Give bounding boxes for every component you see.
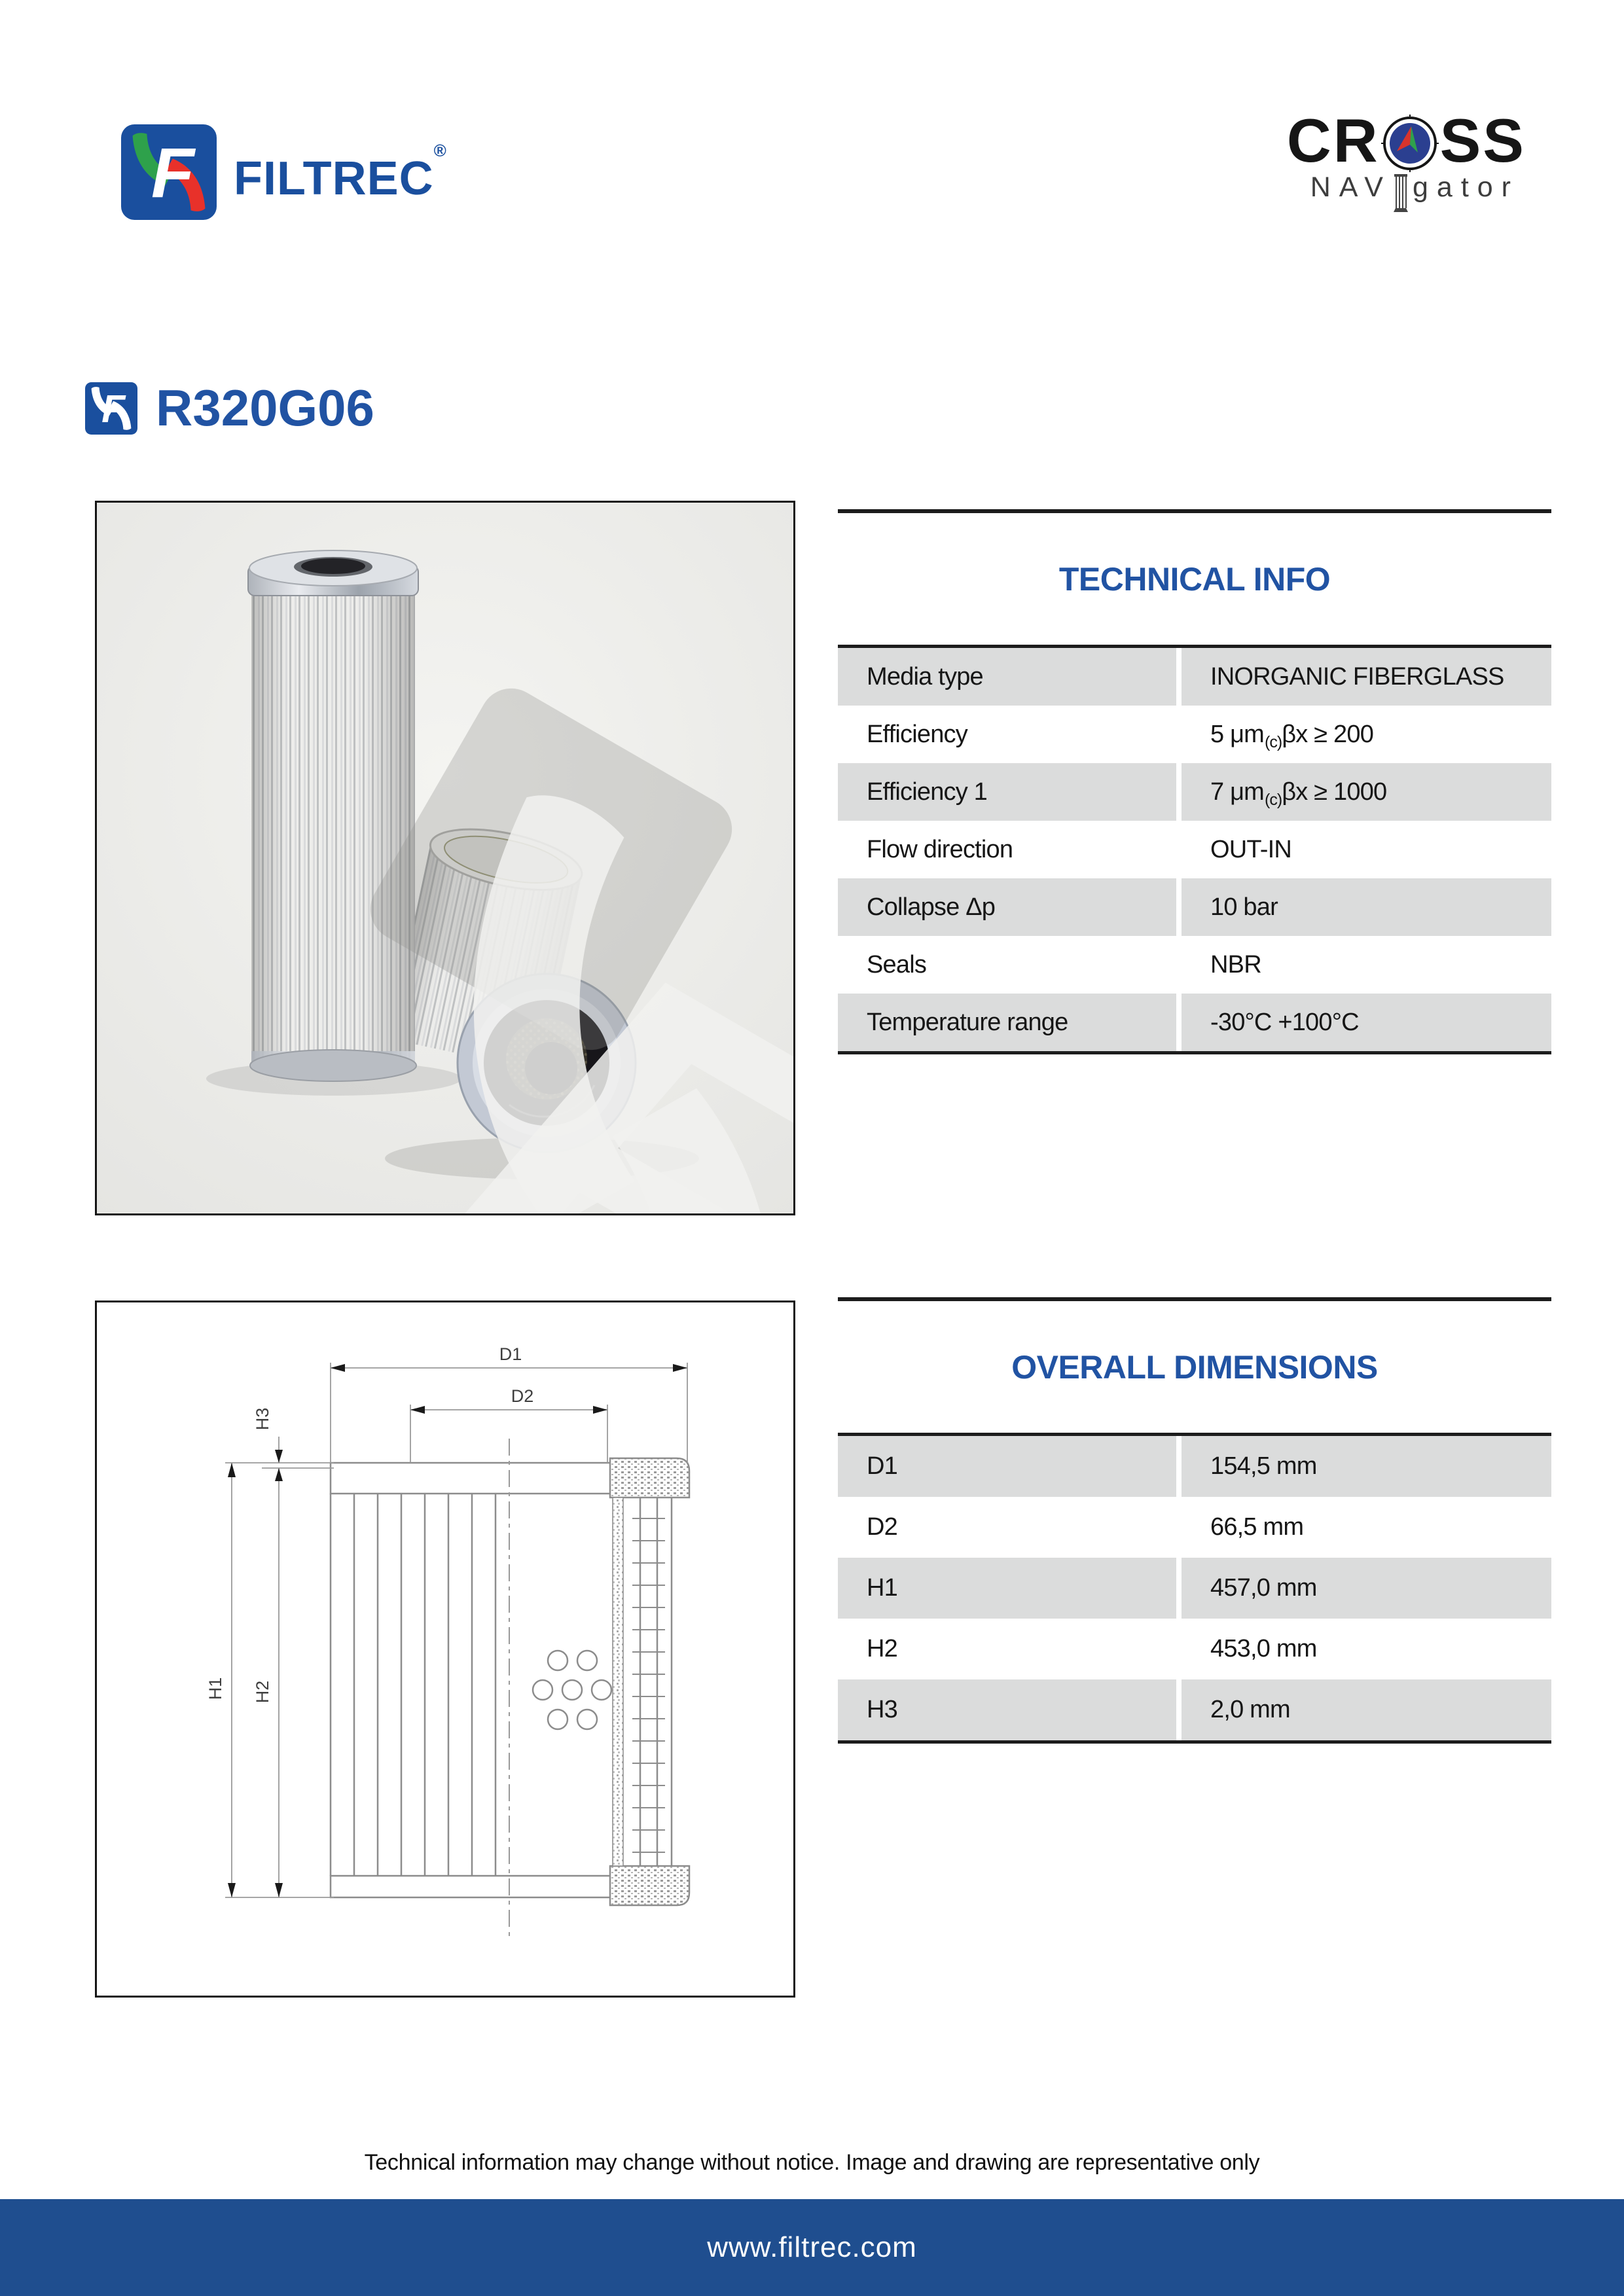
table-row — [838, 706, 1551, 763]
row-label: Temperature range — [838, 994, 1176, 1051]
row-value: 453,0 mm — [1210, 1635, 1317, 1662]
row-label: H3 — [838, 1679, 1176, 1740]
row-value: 10 bar — [1182, 878, 1551, 936]
drawing-label-d2: D2 — [511, 1386, 534, 1406]
table-row — [838, 648, 1551, 706]
technical-info-section — [838, 509, 1551, 1054]
row-value: INORGANIC FIBERGLASS — [1182, 648, 1551, 706]
row-value: 66,5 mm — [1210, 1513, 1304, 1541]
table-row — [838, 821, 1551, 878]
filtrec-logo — [121, 124, 447, 220]
product-code: R320G06 — [156, 379, 374, 437]
product-photo-frame — [95, 501, 795, 1215]
row-value: 7 μm $_{(c)}$ βx ≥ 1000 — [1182, 763, 1551, 821]
table-row — [838, 994, 1551, 1051]
drawing-label-d1: D1 — [499, 1344, 522, 1364]
table-row — [838, 1558, 1551, 1619]
technical-drawing-frame — [95, 1300, 795, 1998]
row-label: D2 — [867, 1513, 897, 1541]
pillar-icon — [1393, 173, 1409, 213]
product-title — [85, 378, 374, 438]
row-value: 2,0 mm — [1182, 1679, 1551, 1740]
compass-icon — [1381, 115, 1439, 172]
row-value: 154,5 mm — [1182, 1436, 1551, 1497]
cross-logo-bottom-line — [1218, 171, 1526, 204]
section-divider — [838, 1297, 1551, 1301]
drawing-label-h3: H3 — [253, 1407, 272, 1431]
cross-logo-top-line — [1218, 106, 1526, 175]
website-link[interactable]: www.filtrec.com — [707, 2231, 917, 2263]
overall-dimensions-section — [838, 1297, 1551, 1744]
row-label: Collapse Δp — [838, 878, 1176, 936]
standing-filter-element — [248, 550, 418, 1081]
row-label: D1 — [838, 1436, 1176, 1497]
nav-text: NAV — [1310, 171, 1392, 203]
table-row — [838, 936, 1551, 994]
brand-name: FILTREC — [234, 152, 434, 205]
table-row — [838, 1619, 1551, 1679]
row-label: Seals — [867, 950, 927, 978]
footer-bar — [0, 2199, 1624, 2296]
table-row — [838, 763, 1551, 821]
table-row — [838, 1497, 1551, 1558]
disclaimer-text: Technical information may change without notice. Image and drawing are representative only — [364, 2150, 1260, 2175]
table-row — [838, 1436, 1551, 1497]
row-value: 457,0 mm — [1182, 1558, 1551, 1619]
product-code-icon — [85, 380, 137, 437]
row-value: -30°C +100°C — [1182, 994, 1551, 1051]
row-label: H2 — [867, 1635, 897, 1662]
table-row — [838, 1679, 1551, 1740]
row-label: Efficiency 1 — [838, 763, 1176, 821]
row-label: Efficiency — [867, 720, 967, 748]
product-photo — [97, 503, 793, 1213]
gator-text: gator — [1412, 171, 1519, 203]
row-value: NBR — [1210, 950, 1261, 978]
filtrec-logo-icon — [121, 124, 217, 220]
overall-dimensions-title: OVERALL DIMENSIONS — [1011, 1349, 1378, 1386]
brand-wordmark — [234, 141, 447, 205]
cross-text-right: SS — [1439, 106, 1526, 175]
cross-navigator-logo — [1218, 106, 1526, 204]
row-label: Flow direction — [867, 835, 1013, 863]
row-value: OUT-IN — [1210, 835, 1291, 863]
technical-info-table — [838, 645, 1551, 1054]
registered-mark: ® — [433, 141, 447, 160]
drawing-label-h1: H1 — [206, 1677, 225, 1700]
row-label: H1 — [838, 1558, 1176, 1619]
row-value: 5 μm $_{(c)}$ βx ≥ 200 — [1210, 720, 1374, 751]
section-divider — [838, 509, 1551, 513]
overall-dimensions-table — [838, 1433, 1551, 1744]
row-label: Media type — [838, 648, 1176, 706]
cross-text-left: CR — [1286, 106, 1380, 175]
technical-info-title: TECHNICAL INFO — [1058, 561, 1331, 598]
drawing-label-h2: H2 — [253, 1680, 272, 1704]
table-row — [838, 878, 1551, 936]
technical-drawing — [97, 1302, 793, 1996]
